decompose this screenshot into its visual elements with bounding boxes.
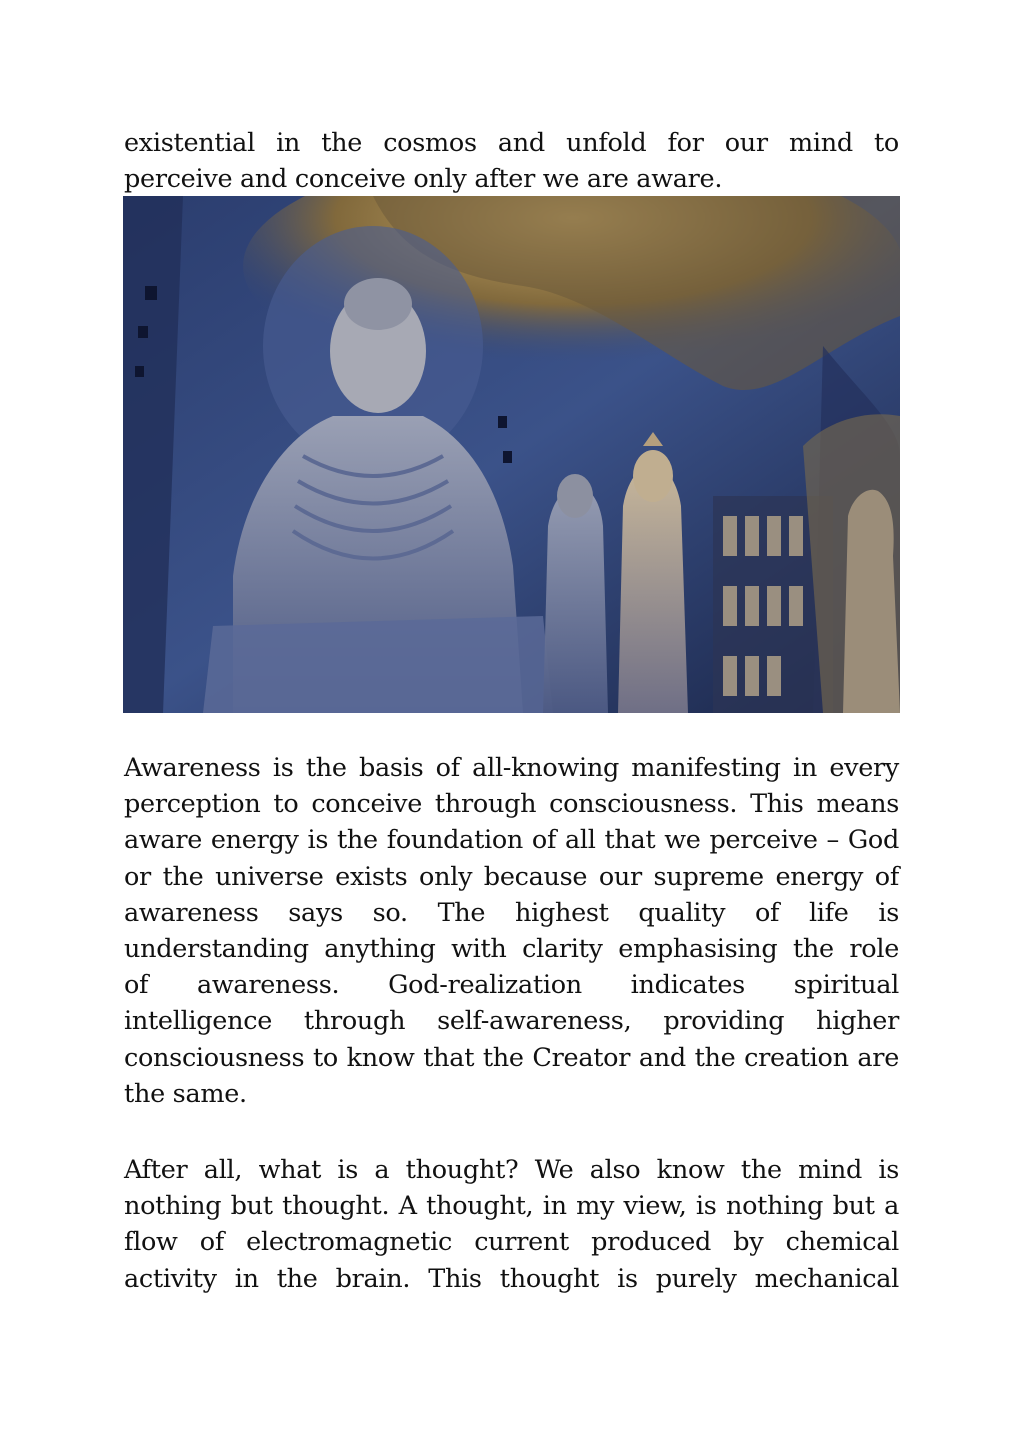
paragraph-awareness — [124, 750, 899, 1112]
text-line: existential in the cosmos and unfold for our mind to — [124, 128, 899, 158]
text-line: or the universe exists only because our supreme energy of — [124, 861, 899, 892]
buddha-cave-statues-photo-icon — [123, 196, 900, 713]
text-line: of awareness. God-realization indicates spiritual — [124, 970, 899, 1001]
text-line: the same. — [124, 1078, 247, 1109]
text-line: understanding anything with clarity emphasising the role — [124, 934, 899, 965]
text-line: intelligence through self-awareness, providing higher — [124, 1006, 899, 1037]
text-line: flow of electromagnetic current produced by chemical — [124, 1227, 899, 1258]
text-line: consciousness to know that the Creator and the creation are — [124, 1042, 899, 1073]
text-line: After all, what is a thought? We also know the mind is — [124, 1155, 899, 1185]
text-line: activity in the brain. This thought is purely mechanical — [124, 1263, 899, 1294]
text-line: perception to conceive through consciousness. This means — [124, 789, 899, 820]
paragraph-intro — [124, 125, 899, 197]
text-line: aware energy is the foundation of all that we perceive – God — [124, 825, 899, 856]
text-line: perceive and conceive only after we are aware. — [124, 164, 723, 195]
buddha-cave-photo — [123, 196, 900, 713]
paragraph-thought — [124, 1152, 899, 1297]
text-line: awareness says so. The highest quality of life is — [124, 897, 899, 928]
text-line: nothing but thought. A thought, in my view, is nothing but a — [124, 1191, 899, 1222]
text-line: Awareness is the basis of all-knowing manifesting in every — [124, 753, 899, 783]
